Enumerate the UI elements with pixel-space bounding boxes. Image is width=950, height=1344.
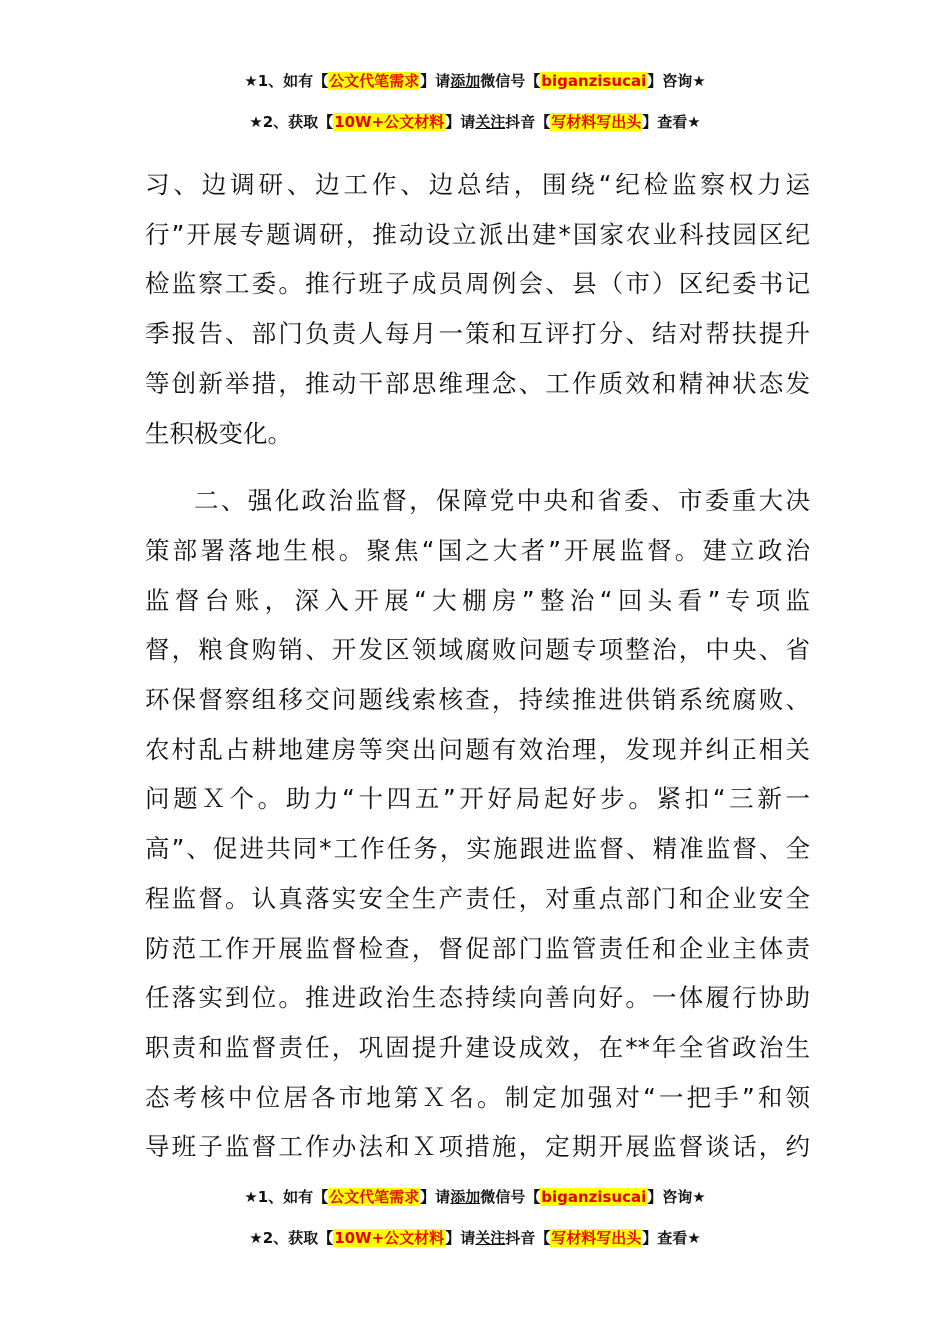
text-line: 职责和监督责任，巩固提升建设成效，在**年全省政治生 <box>145 1032 810 1062</box>
header-promo-line-1 <box>0 70 950 92</box>
text-line: 生积极变化。 <box>145 418 292 448</box>
text-line: 行”开展专题调研，推动设立派出建*国家农业科技园区纪 <box>145 219 810 249</box>
text-line: 督，粮食购销、开发区领域腐败问题专项整治，中央、省 <box>145 635 810 665</box>
text-line: 监督台账，深入开展“大棚房”整治“回头看”专项监 <box>145 585 810 615</box>
promo-prefix: ★2、获取【 <box>249 1229 334 1247</box>
promo-highlight: 10W+公文材料 <box>334 1229 445 1247</box>
text-line: 二、强化政治监督，保障党中央和省委、市委重大决 <box>194 486 810 516</box>
paragraph-2 <box>145 476 810 1172</box>
promo-text: 】请 <box>445 113 476 131</box>
text-line: 程监督。认真落实安全生产责任，对重点部门和企业安全 <box>145 883 810 913</box>
promo-suffix: 】咨询★ <box>647 72 706 90</box>
promo-text: 】请 <box>420 72 451 90</box>
promo-text: 微信号【 <box>480 72 541 90</box>
promo-underlined: 关注 <box>475 1229 506 1247</box>
promo-text: 抖音【 <box>505 113 551 131</box>
header-promo-line-2 <box>0 111 950 133</box>
text-line: 季报告、部门负责人每月一策和互评打分、结对帮扶提升 <box>145 319 810 349</box>
paragraph-1 <box>145 160 810 458</box>
promo-text: 】请 <box>420 1188 451 1206</box>
promo-text: 】请 <box>445 1229 476 1247</box>
promo-underlined: 关注 <box>475 113 506 131</box>
promo-underlined: 添加 <box>450 1188 481 1206</box>
promo-prefix: ★2、获取【 <box>249 113 334 131</box>
promo-underlined: 添加 <box>450 72 481 90</box>
footer-promo-line-1 <box>0 1186 950 1208</box>
text-line: 任落实到位。推进政治生态持续向善向好。一体履行协助 <box>145 983 810 1013</box>
text-line: 高”、促进共同*工作任务，实施跟进监督、精准监督、全 <box>145 834 810 864</box>
text-line: 策部署落地生根。聚焦“国之大者”开展监督。建立政治 <box>145 535 810 565</box>
text-line: 农村乱占耕地建房等突出问题有效治理，发现并纠正相关 <box>145 734 810 764</box>
promo-highlight: 10W+公文材料 <box>334 113 445 131</box>
promo-highlight: biganzisucai <box>541 1188 647 1206</box>
promo-text: 抖音【 <box>505 1229 551 1247</box>
promo-highlight: 写材料写出头 <box>551 1229 642 1247</box>
text-line: 等创新举措，推动干部思维理念、工作质效和精神状态发 <box>145 368 810 398</box>
text-line: 环保督察组移交问题线索核查，持续推进供销系统腐败、 <box>145 685 810 715</box>
promo-suffix: 】查看★ <box>642 1229 701 1247</box>
footer-promo-line-2 <box>0 1227 950 1249</box>
promo-highlight: 写材料写出头 <box>551 113 642 131</box>
promo-highlight: biganzisucai <box>541 72 647 90</box>
text-line: 导班子监督工作办法和Ｘ项措施，定期开展监督谈话，约 <box>145 1132 810 1162</box>
text-line: 态考核中位居各市地第Ｘ名。制定加强对“一把手”和领 <box>145 1082 810 1112</box>
promo-text: 微信号【 <box>480 1188 541 1206</box>
document-body <box>145 160 810 1172</box>
text-line: 检监察工委。推行班子成员周例会、县（市）区纪委书记 <box>145 269 810 299</box>
promo-prefix: ★1、如有【 <box>244 1188 329 1206</box>
promo-highlight: 公文代笔需求 <box>329 1188 420 1206</box>
text-line: 问题Ｘ个。助力“十四五”开好局起好步。紧扣“三新一 <box>145 784 810 814</box>
text-line: 防范工作开展监督检查，督促部门监管责任和企业主体责 <box>145 933 810 963</box>
text-line: 习、边调研、边工作、边总结，围绕“纪检监察权力运 <box>145 170 810 199</box>
promo-prefix: ★1、如有【 <box>244 72 329 90</box>
promo-suffix: 】咨询★ <box>647 1188 706 1206</box>
promo-highlight: 公文代笔需求 <box>329 72 420 90</box>
promo-suffix: 】查看★ <box>642 113 701 131</box>
